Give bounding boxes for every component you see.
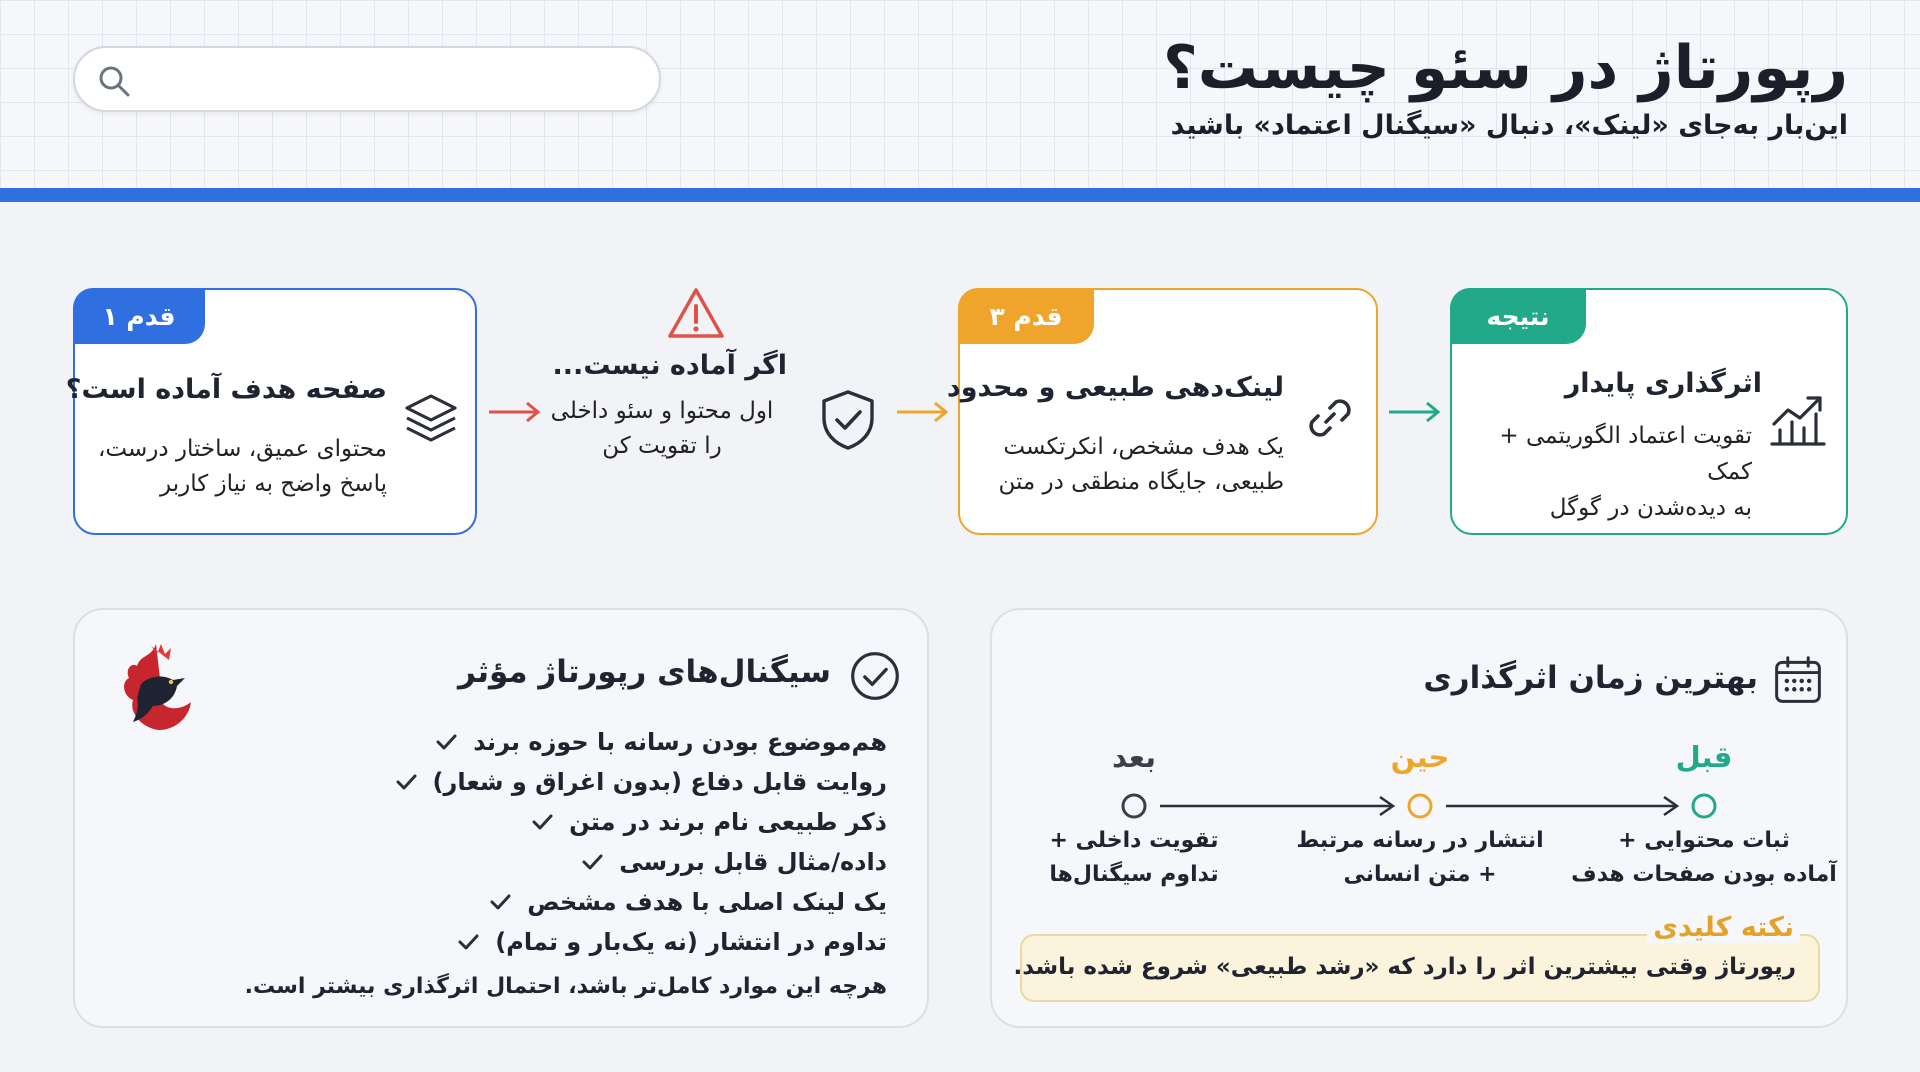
signal-item [287,762,887,802]
search-icon [97,64,131,98]
step1-title: صفحه هدف آماده است؟ [65,374,387,405]
growth-chart-icon [1768,390,1828,450]
timing-title: بهترین زمان اثرگذاری [1423,660,1758,696]
result-card [1450,288,1848,535]
signal-item [287,842,887,882]
signal-item [287,722,887,762]
signals-footnote: هرچه این موارد کامل‌تر باشد، احتمال اثرگذاری بیشتر است. [244,974,887,999]
signals-title: سیگنال‌های رپورتاژ مؤثر [458,654,831,690]
checkmark-icon [529,809,555,835]
checkmark-icon [579,849,605,875]
result-title: اثرگذاری پایدار [1564,368,1762,399]
stage-label-during: حین [1390,740,1450,774]
warning-body: اول محتوا و سئو داخلی را تقویت کن [550,398,774,459]
link-icon [1300,388,1360,448]
stage-text-after: تقویت داخلی + تداوم سیگنال‌ها [1049,828,1219,887]
calendar-icon [1772,654,1824,706]
step1-body: محتوای عمیق، ساختار درست، پاسخ واضح به نیاز کاربر [97,436,387,497]
signals-panel [73,608,929,1028]
step3-card [946,288,1378,535]
timeline [992,786,1850,826]
signal-item [287,922,887,962]
page-title: رپورتاژ در سئو چیست؟ [1162,33,1848,103]
page-subtitle: این‌بار به‌جای «لینک»، دنبال «سیگنال اعتماد» باشید [1170,110,1848,141]
key-note-title: نکته کلیدی [1647,912,1800,943]
checkmark-icon [455,929,481,955]
step1-tag: قدم ۱ [73,288,205,344]
checkmark-icon [433,729,459,755]
brand-bird-logo [111,640,201,736]
step3-tag: قدم ۳ [958,288,1094,344]
step1-card [65,288,477,535]
stage-label-before: قبل [1675,740,1733,774]
signal-item-label: یک لینک اصلی با هدف مشخص [527,888,887,916]
signal-item-label: تداوم در انتشار (نه یک‌بار و تمام) [495,928,887,956]
step3-title: لینک‌دهی طبیعی و محدود [946,372,1284,403]
result-body: تقویت اعتماد الگوریتمی + کمک به دیده‌شدن در گوگل [1499,423,1752,521]
signal-item [287,882,887,922]
signals-checklist [287,722,887,962]
stage-text-before: ثبات محتوایی + آماده بودن صفحات هدف [1571,828,1837,887]
checkmark-icon [487,889,513,915]
flow-arrow-3 [1387,400,1443,424]
search-bar[interactable] [73,46,661,112]
header-divider [0,188,1920,202]
stage-label-after: بعد [1111,740,1156,774]
shield-check-icon [818,388,878,452]
result-tag: نتیجه [1450,288,1586,344]
check-circle-icon [849,650,901,702]
signal-item-label: داده/مثال قابل بررسی [619,848,887,876]
signal-item-label: هم‌موضوع بودن رسانه با حوزه برند [473,728,887,756]
warning-triangle-icon [666,286,726,340]
key-note-text: رپورتاژ وقتی بیشترین اثر را دارد که «رشد طبیعی» شروع شده باشد. [1013,954,1796,980]
flow-arrow-2 [895,400,951,424]
checkmark-icon [393,769,419,795]
signal-item-label: روایت قابل دفاع (بدون اغراق و شعار) [432,768,887,796]
stage-text-during: انتشار در رسانه مرتبط + متن انسانی [1296,828,1544,887]
search-input[interactable] [145,58,635,102]
layers-icon [401,390,461,450]
signal-item [287,802,887,842]
warning-title: اگر آماده نیست... [552,350,787,381]
timing-panel [990,608,1848,1028]
signal-item-label: ذکر طبیعی نام برند در متن [569,808,887,836]
step3-body: یک هدف مشخص، انکرتکست طبیعی، جایگاه منطقی در متن [998,434,1284,495]
